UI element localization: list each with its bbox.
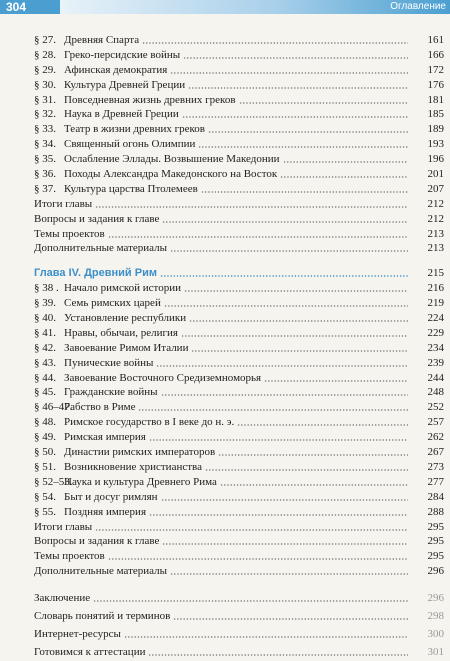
toc-entry-page: 161 [427, 34, 444, 46]
toc-entry[interactable] [34, 430, 444, 445]
toc-entry-page: 257 [427, 416, 444, 429]
toc-entry-title: Словарь понятий и терминов [34, 610, 171, 623]
toc-entry[interactable] [34, 311, 444, 326]
dot-leader [149, 514, 408, 516]
toc-group-final [34, 589, 444, 661]
toc-entry-number: § 42. [34, 341, 56, 354]
toc-entry-number: § 31. [34, 93, 56, 106]
dot-leader [164, 305, 408, 307]
toc-entry-title: Поздняя империя [64, 505, 147, 518]
toc-entry-title: Культура царства Птолемеев [64, 182, 198, 195]
toc-entry-title: Походы Александра Македонского на Восток [64, 168, 278, 181]
toc-entry-title: Римское государство в I веке до н. э. [64, 416, 235, 429]
toc-entry-page: 224 [427, 312, 444, 325]
dot-leader [162, 221, 408, 223]
toc-entry-number: § 32. [34, 108, 56, 121]
toc-entry-number: § 38 . [34, 282, 59, 295]
toc-entry[interactable] [34, 48, 444, 63]
toc-entry-title: Завоевание Восточного Средиземноморья [64, 371, 262, 384]
dot-leader [161, 394, 408, 396]
toc-entry-page: 172 [427, 63, 444, 76]
toc-entry-page: 298 [427, 610, 444, 623]
toc-entry-title: Вопросы и задания к главе [34, 535, 160, 548]
toc-entry-number: § 50. [34, 446, 56, 459]
dot-leader [182, 116, 408, 118]
toc-entry[interactable] [34, 490, 444, 505]
dot-leader [138, 409, 408, 411]
dot-leader [124, 636, 408, 638]
toc-entry-number: § 51. [34, 460, 56, 473]
toc-entry[interactable] [34, 182, 444, 197]
toc-entry-page: 273 [427, 460, 444, 473]
toc-entry-page: 277 [427, 475, 444, 488]
dot-leader [237, 424, 408, 426]
toc-entry[interactable] [34, 520, 444, 535]
toc-entry[interactable] [34, 227, 444, 242]
toc-entry-title: Династии римских императоров [64, 446, 216, 459]
toc-entry-title: Темы проектов [34, 550, 105, 563]
dot-leader [142, 42, 408, 44]
toc-entry-number: § 37. [34, 182, 56, 195]
toc-entry-page: 219 [427, 297, 444, 310]
toc-entry-title: Гражданские войны [64, 386, 158, 399]
toc-entry-title: Повседневная жизнь древних греков [64, 93, 236, 106]
toc-group-greece [34, 33, 444, 256]
dot-leader [208, 131, 408, 133]
dot-leader [218, 454, 408, 456]
toc-entry-number: § 45. [34, 386, 56, 399]
section-label: Оглавление [390, 1, 446, 12]
toc-entry-page: 207 [427, 182, 444, 195]
toc-entry-page: 300 [427, 628, 444, 641]
toc-entry-title: Быт и досуг римлян [64, 490, 158, 503]
toc-entry-page: 284 [427, 490, 444, 503]
toc-entry-number: § 39. [34, 297, 56, 310]
toc-entry-page: 295 [427, 535, 444, 548]
dot-leader [170, 250, 408, 252]
toc-entry-number: § 35. [34, 153, 56, 166]
toc-entry-page: 193 [427, 138, 444, 151]
page-number: 304 [0, 0, 60, 14]
toc-entry[interactable] [34, 93, 444, 108]
dot-leader [173, 618, 408, 620]
toc-entry-number: § 54. [34, 490, 56, 503]
toc-entry-title: Наука в Древней Греции [64, 108, 179, 121]
toc-entry-number: § 27. [34, 34, 56, 46]
toc-entry[interactable] [34, 122, 444, 137]
toc-entry-title: Греко-персидские войны [64, 48, 181, 61]
toc-entry-title: Итоги главы [34, 520, 93, 533]
toc-entry[interactable] [34, 356, 444, 371]
chapter-page: 215 [427, 267, 444, 280]
page-header [0, 0, 450, 14]
toc-entry-title: Установление республики [64, 312, 187, 325]
toc-entry-number: § 28. [34, 48, 56, 61]
dot-leader [160, 275, 408, 277]
dot-leader [149, 439, 408, 441]
dot-leader [189, 320, 408, 322]
dot-leader [188, 87, 408, 89]
dot-leader [220, 484, 408, 486]
dot-leader [93, 600, 408, 602]
toc-entry-number: § 34. [34, 138, 56, 151]
toc-entry-page: 295 [427, 520, 444, 533]
toc-entry[interactable] [34, 107, 444, 122]
toc-entry-page: 185 [427, 108, 444, 121]
toc-entry-page: 201 [427, 168, 444, 181]
dot-leader [181, 335, 408, 337]
toc-entry-number: § 43. [34, 356, 56, 369]
dot-leader [191, 350, 408, 352]
toc-entry-title: Темы проектов [34, 227, 105, 240]
toc-entry-title: Вопросы и задания к главе [34, 212, 160, 225]
dot-leader [184, 290, 408, 292]
toc-entry[interactable] [34, 625, 444, 643]
toc-entry-title: Интернет-ресурсы [34, 628, 121, 641]
toc-entry-title: Ослабление Эллады. Возвышение Македонии [64, 153, 280, 166]
toc-entry-page: 301 [427, 646, 444, 659]
toc-entry[interactable] [34, 296, 444, 311]
toc-entry-title: Культура Древней Греции [64, 78, 186, 91]
toc-entry[interactable] [34, 564, 444, 579]
toc-entry-page: 229 [427, 326, 444, 339]
toc-entry-number: § 33. [34, 123, 56, 136]
table-of-contents [34, 33, 444, 661]
dot-leader [108, 236, 408, 238]
toc-entry-page: 288 [427, 505, 444, 518]
chapter-heading[interactable] [34, 266, 444, 281]
dot-leader [95, 529, 408, 531]
toc-entry-page: 234 [427, 341, 444, 354]
dot-leader [205, 469, 408, 471]
dot-leader [183, 57, 408, 59]
toc-entry-page: 213 [427, 227, 444, 240]
toc-entry-title: Нравы, обычаи, религия [64, 326, 178, 339]
toc-entry-title: Готовимся к аттестации [34, 646, 146, 659]
toc-entry-title: Театр в жизни древних греков [64, 123, 205, 136]
toc-entry[interactable] [34, 400, 444, 415]
toc-entry-number: § 36. [34, 168, 56, 181]
dot-leader [162, 543, 408, 545]
toc-entry-page: 248 [427, 386, 444, 399]
toc-entry-title: Священный огонь Олимпии [64, 138, 196, 151]
toc-entry[interactable] [34, 167, 444, 182]
toc-entry-title: Пунические войны [64, 356, 154, 369]
toc-entry-number: § 41. [34, 326, 56, 339]
toc-entry-page: 262 [427, 431, 444, 444]
toc-entry[interactable] [34, 63, 444, 78]
dot-leader [148, 654, 408, 656]
toc-entry[interactable] [34, 385, 444, 400]
toc-entry[interactable] [34, 33, 444, 48]
toc-entry-title: Наука и культура Древнего Рима [64, 475, 217, 488]
toc-entry-number: § 44. [34, 371, 56, 384]
toc-entry[interactable] [34, 549, 444, 564]
dot-leader [95, 206, 408, 208]
toc-entry-title: Римская империя [64, 431, 146, 444]
toc-entry-title: Заключение [34, 592, 91, 605]
toc-entry[interactable] [34, 415, 444, 430]
toc-entry[interactable] [34, 589, 444, 607]
toc-entry-title: Афинская демократия [64, 63, 168, 76]
toc-entry-page: 239 [427, 356, 444, 369]
toc-entry-page: 212 [427, 197, 444, 210]
toc-entry-page: 252 [427, 401, 444, 414]
toc-group-rome [34, 281, 444, 579]
toc-entry-number: § 40. [34, 312, 56, 325]
toc-entry-title: Завоевание Римом Италии [64, 341, 189, 354]
toc-entry-number: § 52–53. [34, 475, 73, 488]
toc-entry[interactable] [34, 241, 444, 256]
toc-entry-page: 166 [427, 48, 444, 61]
toc-entry-page: 216 [427, 282, 444, 295]
toc-entry-number: § 55. [34, 505, 56, 518]
toc-entry[interactable] [34, 534, 444, 549]
toc-entry-title: Древняя Спарта [64, 34, 140, 46]
toc-entry-title: Начало римской истории [64, 282, 181, 295]
dot-leader [280, 176, 408, 178]
toc-entry-number: § 46–47. [34, 401, 73, 414]
toc-entry-title: Возникновение христианства [64, 460, 202, 473]
dot-leader [161, 499, 408, 501]
toc-entry[interactable] [34, 326, 444, 341]
toc-entry[interactable] [34, 78, 444, 93]
dot-leader [283, 161, 408, 163]
dot-leader [239, 102, 408, 104]
dot-leader [170, 72, 408, 74]
toc-entry[interactable] [34, 445, 444, 460]
chapter-title: Глава IV. Древний Рим [34, 267, 157, 280]
toc-entry[interactable] [34, 505, 444, 520]
toc-entry-page: 196 [427, 153, 444, 166]
toc-entry-number: § 48. [34, 416, 56, 429]
toc-entry-page: 267 [427, 446, 444, 459]
dot-leader [198, 146, 408, 148]
toc-entry-number: § 29. [34, 63, 56, 76]
toc-entry-number: § 49. [34, 431, 56, 444]
toc-entry[interactable] [34, 371, 444, 386]
toc-entry-page: 296 [427, 565, 444, 578]
toc-entry-page: 296 [427, 592, 444, 605]
dot-leader [108, 558, 408, 560]
toc-entry-title: Дополнительные материалы [34, 565, 168, 578]
dot-leader [264, 380, 408, 382]
toc-entry-title: Рабство в Риме [64, 401, 136, 414]
toc-entry[interactable] [34, 152, 444, 167]
toc-entry-page: 212 [427, 212, 444, 225]
toc-entry-page: 189 [427, 123, 444, 136]
toc-entry[interactable] [34, 341, 444, 356]
toc-entry[interactable] [34, 212, 444, 227]
toc-entry[interactable] [34, 475, 444, 490]
toc-entry-number: § 30. [34, 78, 56, 91]
toc-entry-page: 176 [427, 78, 444, 91]
toc-entry[interactable] [34, 460, 444, 475]
toc-entry-title: Дополнительные материалы [34, 242, 168, 255]
dot-leader [201, 191, 408, 193]
toc-entry[interactable] [34, 281, 444, 296]
toc-entry[interactable] [34, 197, 444, 212]
toc-entry-page: 295 [427, 550, 444, 563]
toc-entry-title: Семь римских царей [64, 297, 161, 310]
dot-leader [156, 365, 408, 367]
dot-leader [170, 573, 408, 575]
toc-entry[interactable] [34, 137, 444, 152]
toc-entry-page: 213 [427, 242, 444, 255]
toc-entry-page: 244 [427, 371, 444, 384]
toc-entry-title: Итоги главы [34, 197, 93, 210]
toc-entry-page: 181 [427, 93, 444, 106]
toc-entry[interactable] [34, 643, 444, 661]
